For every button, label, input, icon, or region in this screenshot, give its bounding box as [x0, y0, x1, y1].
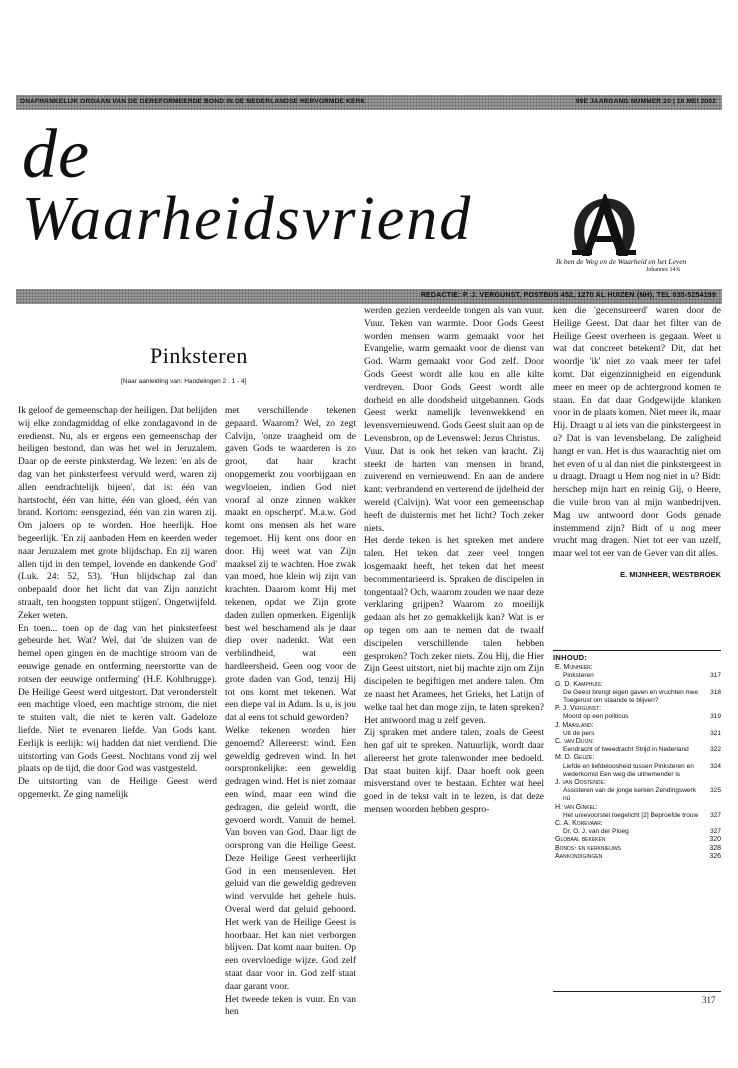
paragraph: Het tweede teken is vuur. En van hen [225, 994, 356, 1018]
paragraph: Welke tekenen worden hier genoemd? Allereerst: wind. Een geweldig gedreven wind. In het oorspronkelijke: een geweldig gedragen wind. Het is niet zomaar een wind, maar een wind die gedragen, die geleid wordt, die gevoerd wordt. Vanuit de hemel. Van boven van God. Daar ligt de oorsprong van die Heilige Geest. Deze Heilige Geest verheerlijkt God in een mensenleven. Het geluid van die geweldig gedreven wind vervulde het gehele huis. Overal werd dat geluid gehoord. Het werk van de Heilige Geest is hoorbaar. Het kan niet verborgen blijven. Dat komt naar buiten. Op een overvloedige wijze. God zelf staat daar voor in. God zelf staat daar garant voor. [225, 725, 356, 992]
toc-author: J. van Oostende: [555, 779, 606, 787]
toc-entry[interactable]: Eendracht of tweedracht Strijd in Nederland 322 [563, 746, 721, 754]
toc-author: C. A. Korevaar: [555, 820, 603, 828]
article-column-4 [553, 305, 721, 582]
toc-author: H. van Ginkel: [555, 803, 598, 811]
article-title: Pinksteren [150, 343, 248, 368]
toc-section[interactable]: Aankondigingen 326 [555, 852, 721, 860]
toc-entry[interactable]: De Geest brengt eigen gaven en vruchten mee Toegerust om staande te blijven? 318 [563, 688, 721, 705]
paragraph: met verschillende tekenen gepaard. Waarom? Wel, zo zegt Calvijn, 'onze traagheid om de gaven Gods te waarderen is zo groot, dat haar kracht onopgemerkt zou voorbijgaan en wegvloeien, indien God niet vooraf al onze zinnen wakker maakt en opscherpt'. M.a.w. God komt ons mensen als het ware tegemoet. Hij kent ons door en door. Hij weet wat van Zijn maaksel zij te wachten. Hoe zwak van moed, hoe klein wij zijn van krachten. Daarom komt Hij met tekenen, opdat we Zijn grote daden zullen opmerken. Eigenlijk best wel beschamend als je daar diep over nadenkt. Wat een verblindheid, wat een hardleersheid. Geen oog voor de grote daden van God, tenzij Hij tot ons komt met tekenen. Wat een diepe val in Adam. Is u, is jou dat al eens tot schuld geworden? [225, 406, 356, 724]
footer-rule [553, 991, 721, 992]
toc-author: G. D. Kamphuis: [555, 680, 603, 688]
motto-reference: Johannes 14:6 [646, 267, 681, 273]
paragraph: Vuur. Dat is ook het teken van kracht. Zij steekt de harten van mensen in brand, zuiverend en vernieuwend. En aan de andere kant: verbrandend en verterend de ijdelheid der wereld (Calvijn). Wat voor een gemeenschap heeft de duisternis met het licht? Toch zeker niets. [364, 446, 544, 534]
publisher-line: ONAFHANKELIJK ORGAAN VAN DE GEREFORMEERDE BOND IN DE NEDERLANDSE HERVORMDE KERK [20, 98, 366, 105]
toc-author: C. van Duijn: [555, 738, 594, 746]
redaction-address: REDACTIE: P. J. VERGUNST, POSTBUS 452, 1270 AL HUIZEN (NH), TEL 035-5254199 [420, 292, 716, 299]
article-subtitle: [Naar aanleiding van: Handelingen 2 : 1 - 4] [121, 378, 247, 385]
toc-title: INHOUD: [553, 653, 588, 662]
toc-section[interactable]: Bonds- en kerknieuws 328 [555, 844, 721, 852]
paragraph: ken die 'gecensureerd' waren door de Heilige Geest. Dat daar het filter van de Heilige Geest overheen is gegaan. Weet u wat dat concreet betekent? Dit, dat het woordje 'ik' niet zo vaak meer ter tafel komt. Dat eigenzinnigheid en eigendunk meer en meer op de achtergrond komen te staan. En dat daar Godgewijde klanken voor in de plaats komen. Niet meer ik, maar Hij. Draagt u al iets van die pinkstergeest in u? Dat is van levensbelang. De zaligheid hangt er van. Het is dus waarachtig niet om het even of u al dan niet die pinkstergeest in u draagt. Draagt u Hem nog niet in u? Bidt: herschep mijn hart en reinig Gij, o Heere, die vuile bron van al mijn wanbedrijven. Mag uw antwoord door Gods genade instemmend zijn? Bidt of u nog meer vrucht mag dragen. Niet tot eer van uzelf, maar wel tot eer van de Gever van dit alles. [553, 306, 721, 560]
article-author: E. MIJNHEER, WESTBROEK [620, 569, 721, 579]
paragraph: Zij spraken met andere talen, zoals de Geest hen gaf uit te spreken. Natuurlijk, wordt daar allereerst het grote talenwonder mee bedoeld. Dat staat buiten kijf. Daar hoeft ook geen misverstand over te bestaan. Echter wat heel goed in de tekst valt in te lezen, is dat deze mensen woorden hebben gespro- [364, 728, 544, 816]
toc-author: J. Maasland: [555, 721, 594, 729]
article-column-2 [225, 405, 356, 1019]
top-info-band [16, 95, 722, 110]
toc-section[interactable]: Globaal bekeken 320 [555, 836, 721, 844]
masthead-title: Waarheidsvriend [22, 185, 473, 253]
paragraph: De uitstorting van de Heilige Geest werd opgemerkt. Ze ging namelijk [18, 777, 217, 800]
paragraph: En toen... toen op de dag van het pinksterfeest gebeurde het. Wat? Wel, dat 'de sluizen van de hemel open gingen en de machtige stroom van de eeuwige genade en ontferming neerstortte van de rotsen der eeuwige ontferming' (H.F. Kohlbrugge). De Heilige Geest werd uitgestort. Dat veronderstelt een machtige vloed, een machtige stroom, die niet te stuiten valt, die niet te keren valt. Gadeloze liefde. Niet te evenaren liefde. Van Gods kant. Eerlijk is eerlijk: wij hadden dat niet verdiend. Die uitstorting van Gods Geest. Nochtans vond zij wel plaats op de tijd, die door God was vastgesteld. [18, 623, 217, 775]
motto [556, 257, 716, 275]
toc-entry[interactable]: Uit de pers 321 [563, 729, 721, 737]
table-of-contents [553, 650, 721, 861]
paragraph: Het derde teken is het spreken met andere talen. Het teken dat zeer veel tongen losgemaakt heeft, het teken dat het meest becommentarieerd is. Spraken de discipelen in tongentaal? Och, waarom zouden we naar deze verklaring grijpen? Waarom zo moeilijk gedaan als het zo gemakkelijk kan? Wat is er op tegen om aan te nemen dat de twaalf discipelen verschillende talen hebben gesproken? Toch zeker niets. Zou Hij, die Hier Zijn Geest uitstort, niet bij machte zijn om Zijn discipelen te begiftigen met andere talen. Om ze naast het Aramees, het Grieks, het Latijn of welke taal het dan moge zijn, te laten spreken? Het antwoord mag u zelf geven. [364, 536, 544, 726]
issue-info: 99E JAARGANG NUMMER 20 | 16 MEI 2002 [575, 98, 716, 105]
alpha-omega-logo-icon [566, 190, 642, 260]
toc-entry[interactable]: Het unievoorstel toegelicht [2] Beproefde trouw 327 [563, 811, 721, 819]
toc-entry[interactable]: Pinksteren 317 [563, 672, 721, 680]
article-column-1 [18, 405, 217, 802]
article-column-3 [364, 305, 544, 817]
toc-author: M. D. Geuze: [555, 754, 595, 762]
redaction-band [16, 289, 722, 304]
toc-entry[interactable]: Assisteren van de jonge kerken Zendingswerk nú 325 [563, 787, 721, 803]
toc-entry[interactable]: Liefde en liefdeloosheid tussen Pinksteren en wederkomst Een weg die uitnemender is 324 [563, 762, 721, 778]
page-number: 317 [702, 995, 716, 1005]
toc-entry[interactable]: Moord op een politicus 319 [563, 713, 721, 721]
masthead-article: de [22, 116, 91, 193]
paragraph: Ik geloof de gemeenschap der heiligen. Dat belijden wij elke zondagmiddag of elke zondagavond in de eredienst. Nu, als er ergens een gemeenschap der heiligen bestond, dan was het wel in Jeruzalem. Daar op de eerste pinksterdag. We lezen: 'en als de dag van het pinksterfeest vervuld werd, waren zij allen eendrachtelijk bijeen', dat is: één van hartstocht, één van hitte, één van gloed, één van brand. Kortom: eensgezind, één van zin waren zij. Om jaloers op te worden. Hoe heerlijk. Hoe begeerlijk. 'En zij aanbaden Hem en keerden weder naar Jeruzalem met grote blijdschap. En zij waren allen tijd in den tempel, lovende en dankende God' (Luk. 24: 52, 53). 'Hun blijdschap zal dan onbepaald door het licht dat van Zijn aanzicht straalt, ten hoogsten toppunt stijgen'. Ongetwijfeld. Zeker weten. [18, 406, 217, 621]
toc-author: P. J. Vergunst: [555, 705, 602, 713]
paragraph: werden gezien verdeelde tongen als van vuur. Vuur. Teken van warmte. Door Gods Geest worden mensen warm gemaakt voor het Evangelie, warm gemaakt voor de dienst van God. Warm gemaakt voor God zelf. Door Gods Geest wordt alle kou en alle kilte verdreven. Door Gods Geest wordt alle dorheid en alle doodsheid uitgebannen. Gods Geest werkt namelijk levenwekkend en levensvernieuwend. Gods Geest sluit aan op de Levensbron, op de Levenswel: Jezus Christus. [364, 306, 544, 444]
toc-author: E. Mijnheer: [555, 664, 593, 672]
toc-entry[interactable]: Dr. O. J. van der Ploeg 327 [563, 828, 721, 836]
motto-text: Ik ben de Weg en de Waarheid en het Leven [556, 257, 687, 266]
